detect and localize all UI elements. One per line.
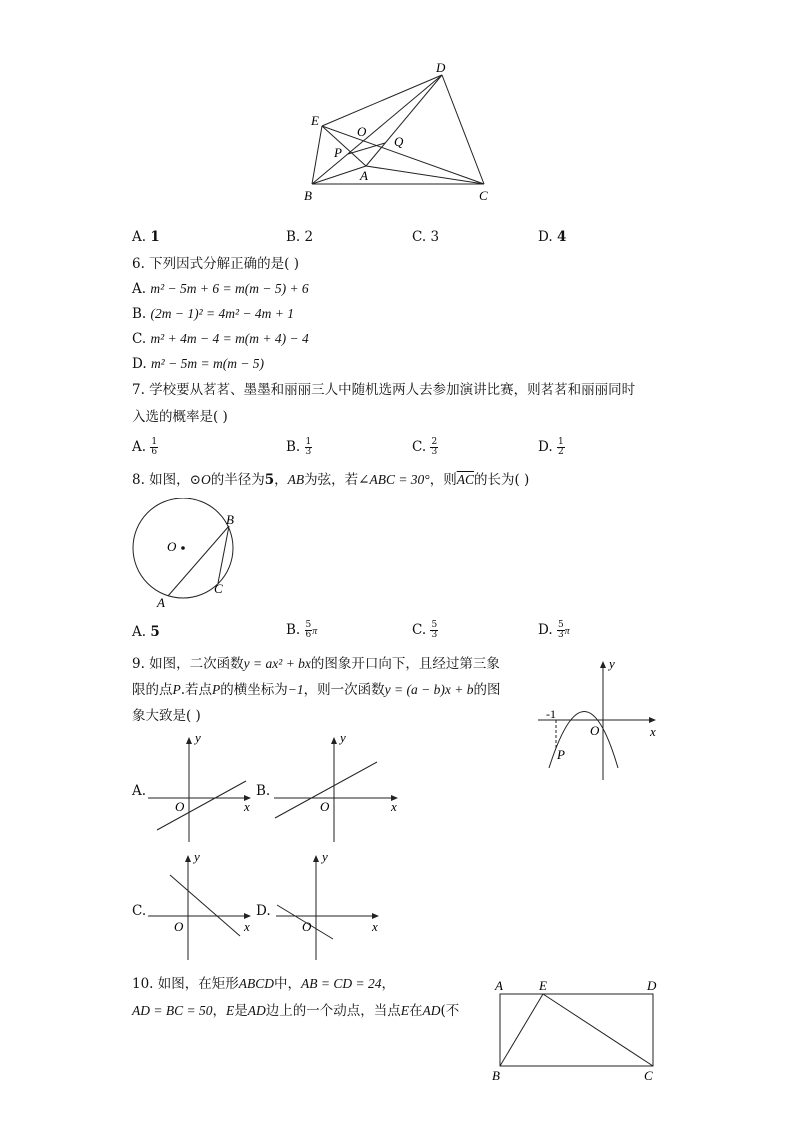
q6-option-d[interactable]: D. m² − 5m = m(m − 5) <box>132 356 265 372</box>
q10-line2: AD = BC = 50，E是AD边上的一个动点，当点E在AD(不 <box>132 1003 460 1019</box>
q10-label-c: C <box>644 1068 653 1083</box>
q6-option-b[interactable]: B. (2m − 1)² = 4m² − 4m + 1 <box>132 306 295 322</box>
q7-stem-line2: 入选的概率是( ) <box>132 409 228 425</box>
q5-option-d[interactable]: D. 4 <box>538 229 567 245</box>
q6-stem: 6. 下列因式分解正确的是( ) <box>132 256 299 272</box>
q5-figure <box>300 58 500 208</box>
q7-stem-line1: 7. 学校要从茗茗、墨墨和丽丽三人中随机选两人去参加演讲比赛，则茗茗和丽丽同时 <box>132 382 636 398</box>
q5-label-b: B <box>304 188 312 203</box>
q8-label-c: C <box>214 581 223 596</box>
q9-stem-line3: 象大致是( ) <box>132 708 201 724</box>
q9-a-o: O <box>175 799 185 814</box>
q9-option-d-graph[interactable] <box>270 848 390 963</box>
q9-label-o: O <box>590 723 600 738</box>
q8-figure <box>125 498 245 613</box>
q5-label-e: E <box>311 113 319 128</box>
q9-c-o: O <box>174 919 184 934</box>
q10-label-b: B <box>492 1068 500 1083</box>
q9-d-x: x <box>372 919 378 934</box>
q9-option-a-letter[interactable]: A. <box>132 783 147 799</box>
q5-label-p: P <box>334 145 342 160</box>
q8-label-o: O <box>167 539 177 554</box>
q8-option-d[interactable]: D. $\frac{5}{3}$ π <box>538 620 570 640</box>
q9-d-o: O <box>302 919 312 934</box>
q8-option-c[interactable]: C. $\frac{5}{3}$ <box>412 620 438 640</box>
q9-stem-line2: 限的点P.若点P的横坐标为−1，则一次函数y = (a − b)x + b的图 <box>132 682 501 698</box>
q10-label-d: D <box>647 978 657 993</box>
q9-option-a-graph[interactable] <box>145 730 265 845</box>
q5-label-a: A <box>360 168 368 183</box>
q8-label-a: A <box>157 595 165 610</box>
q9-c-y: y <box>194 849 200 864</box>
q9-a-x: x <box>244 799 250 814</box>
q7-option-c[interactable]: C. $\frac{2}{3}$ <box>412 437 438 457</box>
q10-figure <box>488 975 663 1087</box>
q9-a-y: y <box>195 730 201 745</box>
q9-stem-line1: 9. 如图，二次函数y = ax² + bx的图象开口向下，且经过第三象 <box>132 656 500 672</box>
q8-label-b: B <box>226 512 234 527</box>
q7-option-a[interactable]: A. $\frac{1}{6}$ <box>132 437 158 457</box>
q10-label-e: E <box>539 978 547 993</box>
q5-label-d: D <box>436 60 446 75</box>
q5-option-c[interactable]: C. 3 <box>412 229 440 245</box>
q7-option-b[interactable]: B. $\frac{1}{3}$ <box>286 437 312 457</box>
q9-option-c-letter[interactable]: C. <box>132 903 147 919</box>
q9-option-b-graph[interactable] <box>270 730 405 845</box>
q9-d-y: y <box>322 849 328 864</box>
q5-option-b[interactable]: B. 2 <box>286 229 314 245</box>
q9-b-x: x <box>391 799 397 814</box>
q9-b-y: y <box>340 730 346 745</box>
q9-c-x: x <box>244 919 250 934</box>
q6-option-a[interactable]: A. m² − 5m + 6 = m(m − 5) + 6 <box>132 281 309 297</box>
q9-label-p: P <box>557 747 565 762</box>
q9-label-minus1: -1 <box>546 707 556 721</box>
q8-stem: 8. 如图，⊙O的半径为5，AB为弦，若∠ABC = 30°，则$\overline{AC}$的长为( ) <box>132 472 530 488</box>
q9-figure <box>530 655 665 785</box>
q9-option-d-letter[interactable]: D. <box>256 903 271 919</box>
q10-label-a: A <box>495 978 503 993</box>
q5-label-q: Q <box>394 134 404 149</box>
q7-option-d[interactable]: D. $\frac{1}{2}$ <box>538 437 564 457</box>
q6-option-c[interactable]: C. m² + 4m − 4 = m(m + 4) − 4 <box>132 331 309 347</box>
q5-label-c: C <box>479 188 488 203</box>
q9-b-o: O <box>320 799 330 814</box>
q9-option-b-letter[interactable]: B. <box>256 783 271 799</box>
q8-option-b[interactable]: B. $\frac{5}{6}$ π <box>286 620 318 640</box>
q5-option-a[interactable]: A. 1 <box>132 229 160 245</box>
q9-label-y: y <box>609 656 615 671</box>
q9-option-c-graph[interactable] <box>145 848 265 963</box>
q5-label-o: O <box>357 124 367 139</box>
q8-option-a[interactable]: A. 5 <box>132 624 160 640</box>
q9-label-x: x <box>650 724 656 739</box>
q10-line1: 10. 如图，在矩形ABCD中，AB = CD = 24， <box>132 976 395 992</box>
